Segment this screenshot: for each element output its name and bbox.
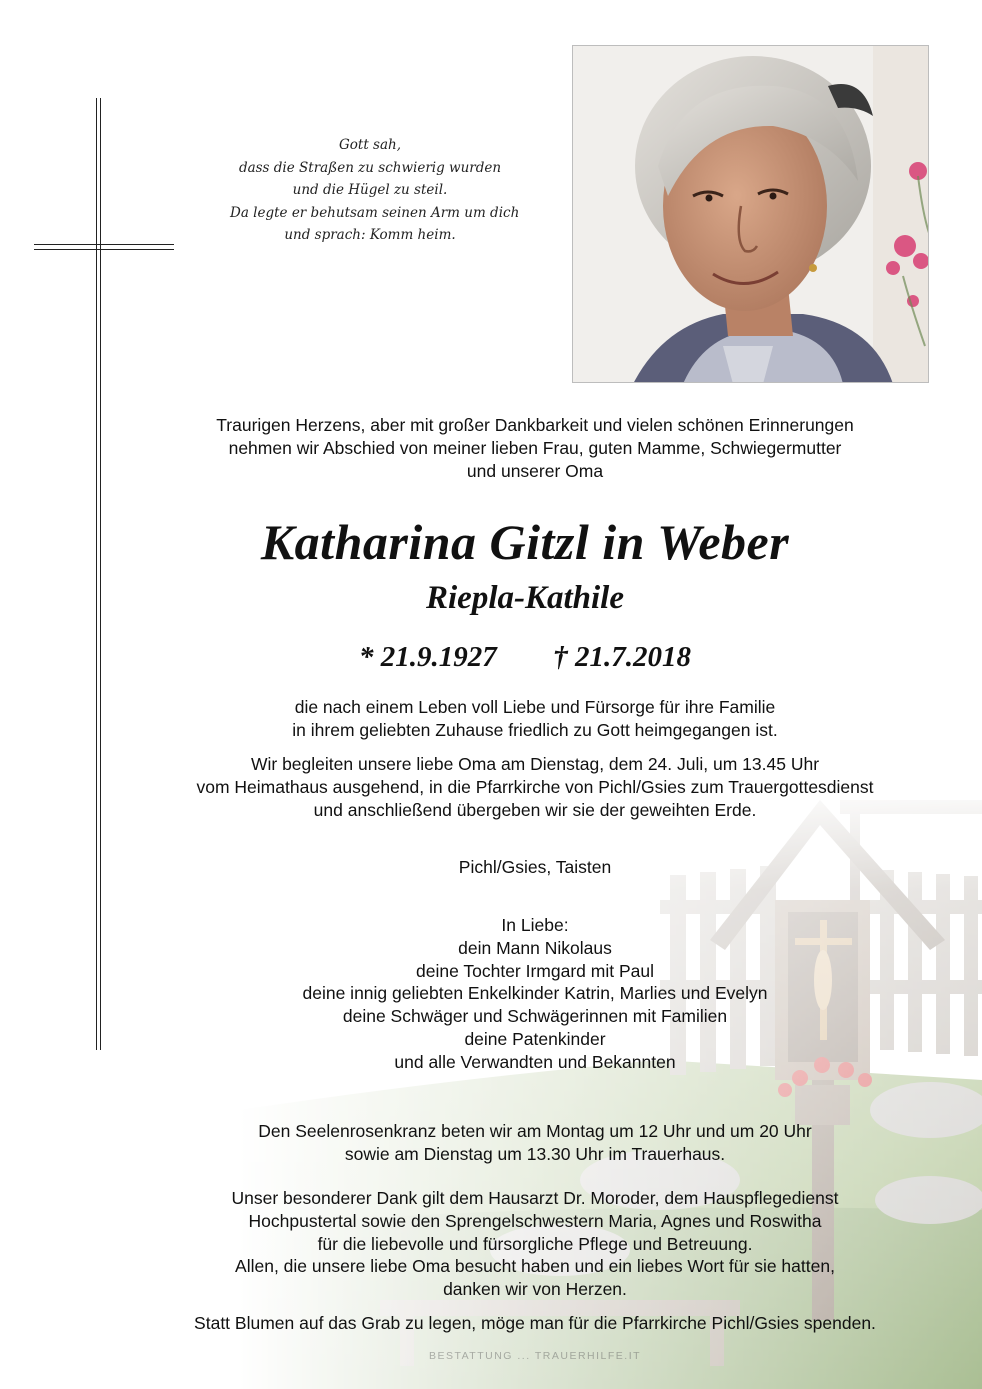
cross-vertical-line <box>96 98 97 1050</box>
poem-line: und die Hügel zu steil. <box>292 182 448 198</box>
thanks-line: Hochpustertal sowie den Sprengelschwestern Maria, Agnes und Roswitha <box>248 1210 822 1231</box>
cross-horizontal-line <box>34 244 174 245</box>
intro-paragraph <box>100 414 970 482</box>
mourner-line: In Liebe: <box>501 915 569 935</box>
thanks-line: für die liebevolle und fürsorgliche Pflege und Betreuung. <box>317 1233 753 1254</box>
poem-line: und sprach: Komm heim. <box>284 227 456 243</box>
portrait-illustration <box>573 46 929 383</box>
cross-vertical-line <box>100 98 101 1050</box>
passing-line: in ihrem geliebten Zuhause friedlich zu Gott heimgegangen ist. <box>292 719 778 740</box>
deceased-nickname: Riepla-Kathile <box>426 580 624 616</box>
birth-date: * 21.9.1927 <box>359 641 497 673</box>
rosary-paragraph <box>100 1120 970 1166</box>
mourner-line: deine Schwäger und Schwägerinnen mit Familien <box>342 1006 728 1027</box>
place-line: Pichl/Gsies, Taisten <box>458 857 612 877</box>
flowers-note <box>80 1312 982 1335</box>
funeral-line: Wir begleiten unsere liebe Oma am Dienstag, dem 24. Juli, um 13.45 Uhr <box>250 754 820 774</box>
thanks-line: Unser besonderer Dank gilt dem Hausarzt Dr. Moroder, dem Hauspflegedienst <box>231 1188 839 1208</box>
funeral-line: und anschließend übergeben wir sie der geweihten Erde. <box>313 799 757 820</box>
mourner-line: dein Mann Nikolaus <box>458 937 612 958</box>
mourner-line: und alle Verwandten und Bekannten <box>394 1051 676 1072</box>
passing-line: die nach einem Leben voll Liebe und Fürsorge für ihre Familie <box>294 697 776 717</box>
death-date: † 21.7.2018 <box>553 641 691 673</box>
thanks-line: danken wir von Herzen. <box>443 1279 627 1300</box>
funeral-line: vom Heimathaus ausgehend, in die Pfarrkirche von Pichl/Gsies zum Trauergottesdienst <box>196 776 874 797</box>
passing-paragraph <box>100 696 970 742</box>
thanks-line: Allen, die unsere liebe Oma besucht haben und ein liebes Wort für sie hatten, <box>235 1256 835 1277</box>
rosary-line: Den Seelenrosenkranz beten wir am Montag um 12 Uhr und um 20 Uhr <box>258 1121 812 1141</box>
watermark: BESTATTUNG ... TRAUERHILFE.IT <box>428 1350 642 1362</box>
intro-line: nehmen wir Abschied von meiner lieben Frau, guten Mamme, Schwiegermutter <box>228 437 842 458</box>
deceased-name: Katharina Gitzl in Weber <box>260 514 790 570</box>
flowers-note-text: Statt Blumen auf das Grab zu legen, möge man für die Pfarrkirche Pichl/Gsies spenden. <box>194 1313 876 1333</box>
mourner-line: deine Tochter Irmgard mit Paul <box>416 960 654 981</box>
poem-line: Da legte er behutsam seinen Arm um dich <box>230 204 520 221</box>
mourner-line: deine innig geliebten Enkelkinder Katrin, Marlies und Evelyn <box>302 983 768 1004</box>
rosary-line: sowie am Dienstag um 13.30 Uhr im Trauerhaus. <box>344 1143 726 1164</box>
intro-line: und unserer Oma <box>466 460 604 481</box>
poem-line: dass die Straßen zu schwierig wurden <box>238 159 502 176</box>
thanks-paragraph <box>100 1187 970 1301</box>
life-dates <box>90 640 960 674</box>
funeral-paragraph <box>100 753 970 821</box>
portrait-photo <box>572 45 929 383</box>
memorial-poem <box>230 134 520 247</box>
poem-line: Gott sah, <box>338 137 401 153</box>
mourners-list <box>100 914 970 1074</box>
cross-horizontal-line <box>34 249 174 250</box>
mourner-line: deine Patenkinder <box>464 1028 606 1049</box>
intro-line: Traurigen Herzens, aber mit großer Dankbarkeit und vielen schönen Erinnerungen <box>216 415 854 435</box>
